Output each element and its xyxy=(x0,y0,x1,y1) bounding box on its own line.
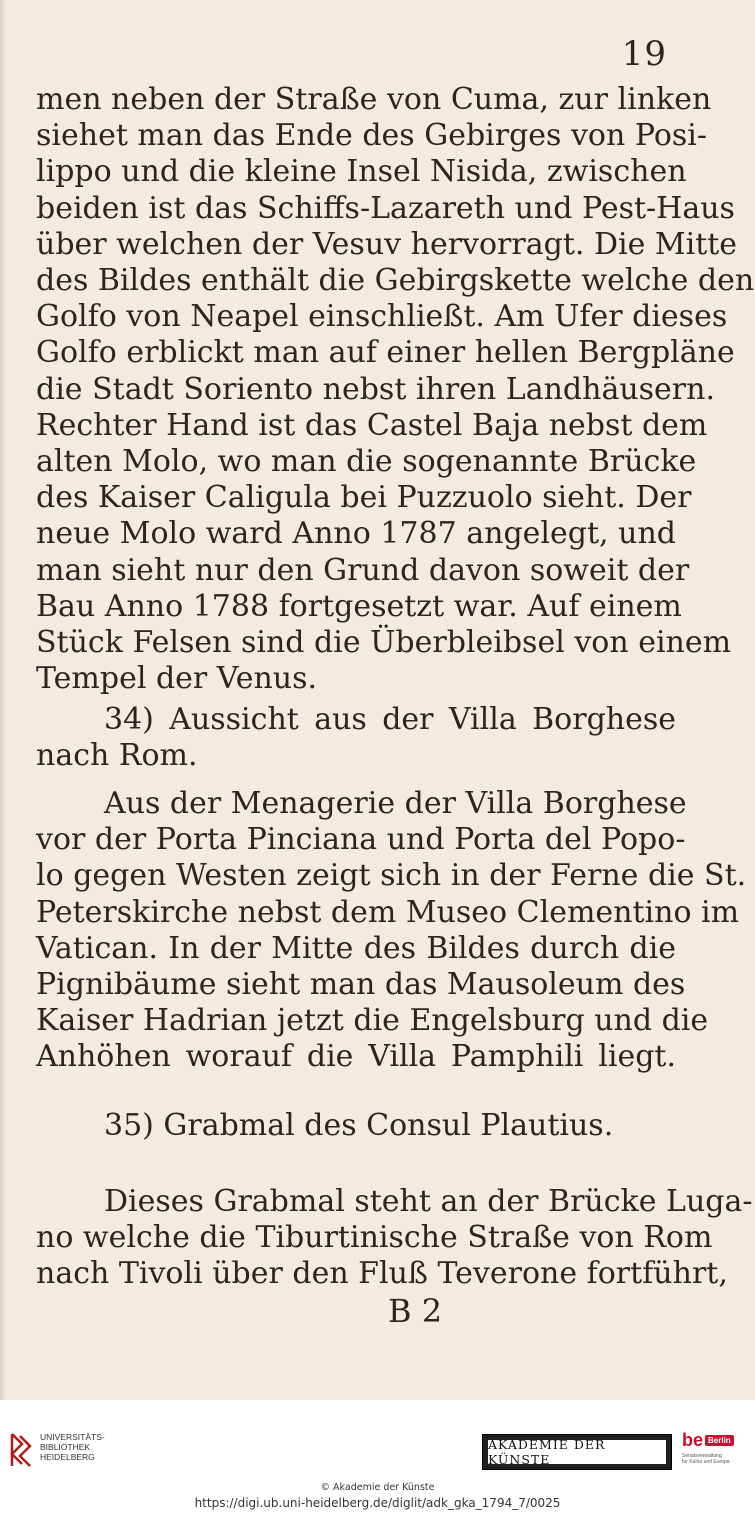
text-line: men neben der Straße von Cuma, zur linken xyxy=(36,82,712,117)
text-line: alten Molo, wo man die sogenannte Brücke xyxy=(36,444,697,479)
text-line: nach Tivoli über den Fluß Teverone fortführt, xyxy=(36,1256,728,1291)
text-line: Aus der Menagerie der Villa Borghese xyxy=(104,786,687,821)
senate-line: Senatsverwaltung xyxy=(682,1453,722,1459)
library-name-line: UNIVERSITÄTS- xyxy=(40,1432,105,1442)
text-line: man sieht nur den Grund davon soweit der xyxy=(36,552,690,588)
text-line: Tempel der Venus. xyxy=(36,661,318,697)
text-line: Pignibäume sieht man das Mausoleum des xyxy=(36,967,686,1002)
text-line: Anhöhen worauf die Villa Pamphili liegt. xyxy=(36,1039,676,1075)
university-library-logo-icon[interactable] xyxy=(8,1430,34,1470)
text-line: no welche die Tiburtinische Straße von Rom xyxy=(36,1220,713,1255)
library-name-line: BIBLIOTHEK xyxy=(40,1442,91,1452)
text-line: lo gegen Westen zeigt sich in der Ferne die St. xyxy=(36,858,747,894)
text-line: Golfo von Neapel einschließt. Am Ufer dieses xyxy=(36,299,728,335)
text-line: des Kaiser Caligula bei Puzzuolo sieht. Der xyxy=(36,480,692,516)
page-number: 19 xyxy=(621,34,667,74)
berlin-mark: Berlin xyxy=(705,1435,734,1446)
berlin-senate-logo[interactable] xyxy=(682,1430,746,1474)
section-heading-34-cont: nach Rom. xyxy=(36,738,198,773)
text-line: Peterskirche nebst dem Museo Clementino im xyxy=(36,894,740,930)
academy-logo[interactable] xyxy=(482,1434,672,1470)
text-line: siehet man das Ende des Gebirges von Posi- xyxy=(36,118,708,154)
senate-line: für Kultur und Europa xyxy=(682,1459,730,1465)
text-line: Kaiser Hadrian jetzt die Engelsburg und die xyxy=(36,1003,709,1039)
text-line: des Bildes enthält die Gebirgskette welche den xyxy=(36,263,755,298)
library-name-line: HEIDELBERG xyxy=(40,1452,95,1462)
text-line: die Stadt Soriento nebst ihren Landhäusern. xyxy=(36,371,715,407)
text-line: Stück Felsen sind die Überbleibsel von einem xyxy=(36,625,732,660)
source-url[interactable]: https://digi.ub.uni-heidelberg.de/diglit/adk_gka_1794_7/0025 xyxy=(194,1496,561,1510)
university-library-name[interactable] xyxy=(40,1432,105,1462)
text-line: Golfo erblickt man auf einer hellen Bergpläne xyxy=(36,335,735,371)
be-mark: be xyxy=(682,1430,704,1450)
text-line: neue Molo ward Anno 1787 angelegt, und xyxy=(36,516,676,552)
text-line: beiden ist das Schiffs-Lazareth und Pest-Haus xyxy=(36,190,735,226)
text-line: Vatican. In der Mitte des Bildes durch die xyxy=(36,930,676,966)
text-line: Bau Anno 1788 fortgesetzt war. Auf einem xyxy=(36,588,682,624)
text-line: vor der Porta Pinciana und Porta del Popo- xyxy=(36,822,686,858)
page-edge-shadow xyxy=(0,0,6,1400)
text-line: Dieses Grabmal steht an der Brücke Luga- xyxy=(104,1184,753,1219)
academy-label: AKADEMIE DER KÜNSTE xyxy=(488,1440,666,1464)
text-line: lippo und die kleine Insel Nisida, zwischen xyxy=(36,154,687,190)
text-line: Rechter Hand ist das Castel Baja nebst dem xyxy=(36,407,708,443)
section-heading-35: 35) Grabmal des Consul Plautius. xyxy=(104,1108,614,1143)
senate-department-text xyxy=(682,1453,746,1465)
section-heading-34: 34) Aussicht aus der Villa Borghese xyxy=(104,702,676,737)
text-line: über welchen der Vesuv hervorragt. Die Mitte xyxy=(36,226,738,262)
signature-mark: B 2 xyxy=(388,1292,443,1330)
copyright-notice: © Akademie der Künste xyxy=(320,1482,435,1493)
